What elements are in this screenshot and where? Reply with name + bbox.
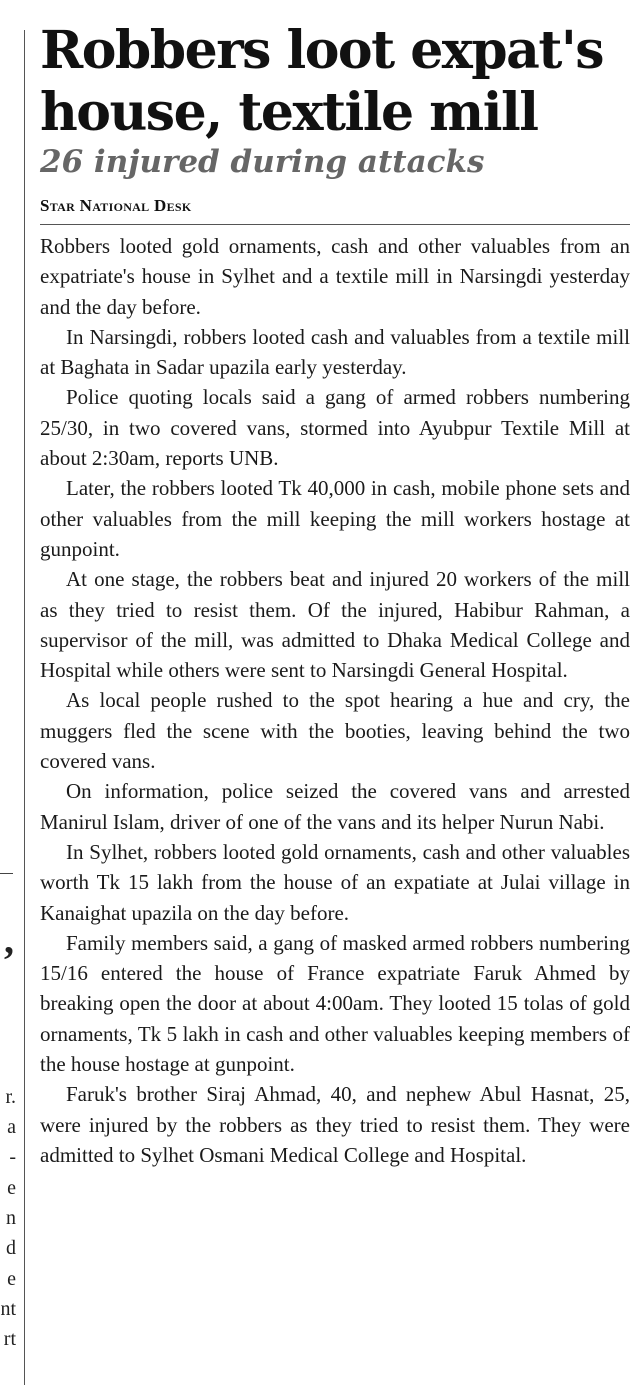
adjacent-column-fragment: rt [3, 1328, 16, 1350]
paragraph: Faruk's brother Siraj Ahmad, 40, and nephew Abul Hasnat, 25, were injured by the robbers as they tried to resist them. They were admitted to Sylhet Osmani Medical College and Hospital. [40, 1082, 630, 1167]
headline [40, 20, 630, 144]
paragraph: At one stage, the robbers beat and injured 20 workers of the mill as they tried to resist them. Of the injured, Habibur Rahman, a supervisor of the mill, was admitted to Dhaka Medical College and Hospital while others were sent to Narsingdi General Hospital. [40, 567, 630, 683]
adjacent-column-fragment: a [7, 1116, 16, 1138]
adjacent-column-fragment: e [7, 1268, 16, 1290]
adjacent-column-fragment: , [4, 917, 14, 962]
adjacent-column-fragment: nt [0, 1298, 16, 1320]
adjacent-column-fragment: n [6, 1207, 16, 1229]
paragraph: Robbers looted gold ornaments, cash and other valuables from an expatriate's house in Sylhet and a textile mill in Narsingdi yesterday and the day before. [40, 234, 630, 319]
paragraph: In Sylhet, robbers looted gold ornaments, cash and other valuables worth Tk 15 lakh from the house of an expatiate at Julai village in Kanaighat upazila on the day before. [40, 839, 630, 925]
byline: Star National Desk [40, 196, 192, 215]
adjacent-column-fragment: r. [5, 1086, 16, 1108]
news-article [40, 20, 630, 1170]
adjacent-column-rule [0, 873, 13, 874]
headline-line-2: house, textile mill [40, 82, 538, 143]
paragraph: Family members said, a gang of masked armed robbers numbering 15/16 entered the house of France expatriate Faruk Ahmed by breaking open the door at about 4:00am. They looted 15 tolas of gold ornaments, Tk 5 lakh in cash and other valuables keeping members of the house hostage at gunpoint. [40, 930, 630, 1077]
paragraph: On information, police seized the covered vans and arrested Manirul Islam, driver of one of the vans and its helper Nurun Nabi. [40, 779, 630, 834]
paragraph: Police quoting locals said a gang of armed robbers numbering 25/30, in two covered vans, stormed into Ayubpur Textile Mill at about 2:30am, reports UNB. [40, 385, 630, 471]
adjacent-column-fragment: e [7, 1177, 16, 1199]
adjacent-column-fragment: d [6, 1237, 16, 1259]
headline-line-1: Robbers loot expat's [40, 20, 604, 81]
paragraph: As local people rushed to the spot hearing a hue and cry, the muggers fled the scene with the booties, leaving behind the two covered vans. [40, 688, 630, 774]
paragraph: In Narsingdi, robbers looted cash and valuables from a textile mill at Baghata in Sadar upazila early yesterday. [40, 324, 630, 380]
subheadline: 26 injured during attacks [40, 144, 485, 180]
article-body [40, 231, 630, 1170]
adjacent-column-fragment: - [9, 1146, 16, 1168]
byline-rule [40, 224, 630, 225]
paragraph: Later, the robbers looted Tk 40,000 in cash, mobile phone sets and other valuables from the mill keeping the mill workers hostage at gunpoint. [40, 476, 630, 561]
column-divider [24, 30, 25, 1385]
